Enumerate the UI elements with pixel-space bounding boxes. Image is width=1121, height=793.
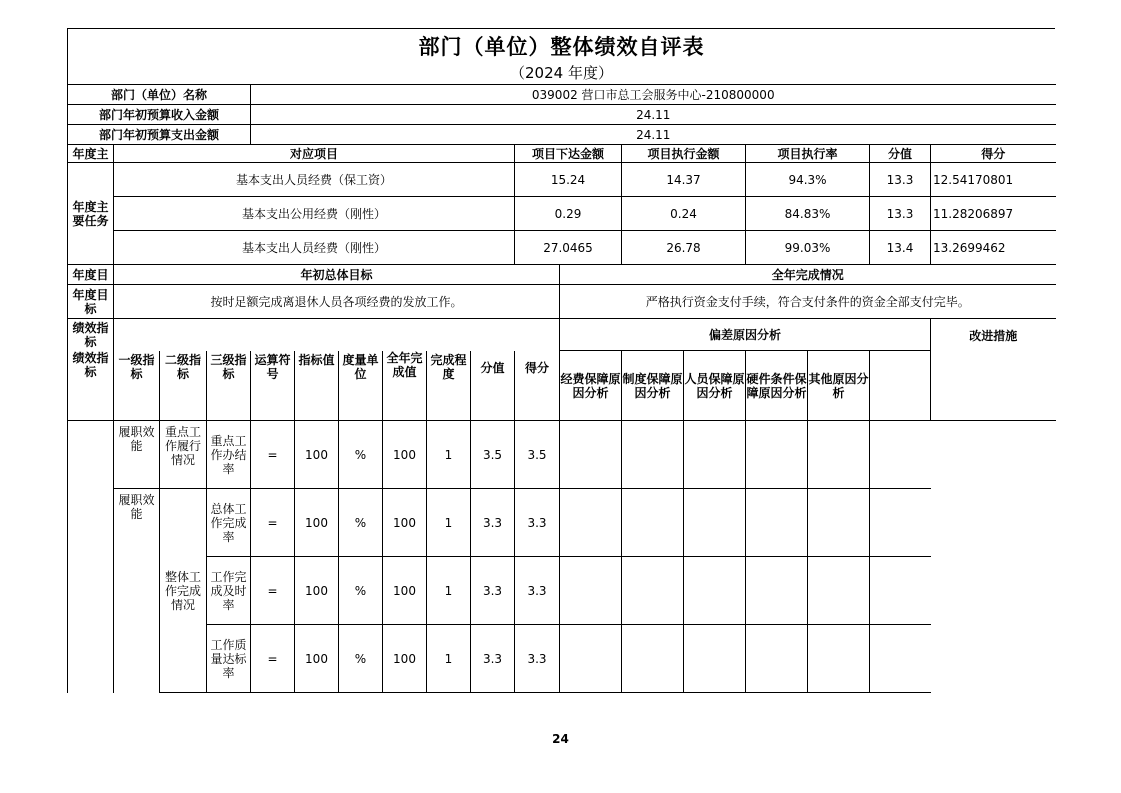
task-rate: 84.83%	[746, 197, 870, 231]
goals-header-completion: 全年完成情况	[560, 265, 1056, 285]
tasks-header-executed: 项目执行金额	[622, 145, 746, 163]
task-rate: 94.3%	[746, 163, 870, 197]
header-actual: 全年完成值	[383, 351, 427, 421]
header-score: 得分	[515, 351, 560, 421]
dept-name-row	[68, 85, 1056, 105]
indicator-operator: =	[251, 489, 295, 557]
dev-funding-cell	[560, 489, 622, 557]
indicator-degree: 1	[427, 625, 471, 693]
goals-label: 年度目标	[68, 285, 114, 319]
improve-header: 改进措施	[931, 319, 1056, 421]
indicator-score: 3.3	[515, 557, 560, 625]
header-target: 指标值	[295, 351, 339, 421]
dev-system-cell	[622, 625, 684, 693]
indicator-actual: 100	[383, 489, 427, 557]
dev-other-cell	[808, 421, 870, 489]
indicator-unit: %	[339, 625, 383, 693]
header-level2: 二级指标	[160, 351, 207, 421]
dev-other-cell	[808, 489, 870, 557]
header-dev-system: 制度保障原因分析	[622, 351, 684, 421]
page-title: 部门（单位）整体绩效自评表	[418, 35, 705, 59]
header-score-value: 分值	[471, 351, 515, 421]
dev-funding-cell	[560, 625, 622, 693]
header-dev-staff: 人员保障原因分析	[684, 351, 746, 421]
dev-hardware-cell	[746, 625, 808, 693]
improve-cell	[870, 421, 931, 489]
tasks-header-score-value: 分值	[870, 145, 931, 163]
indicator-score-value: 3.5	[471, 421, 515, 489]
task-executed: 0.24	[622, 197, 746, 231]
dev-funding-cell	[560, 421, 622, 489]
task-row	[68, 163, 1056, 197]
indicator-actual: 100	[383, 557, 427, 625]
indicator-target: 100	[295, 557, 339, 625]
indicator-level2: 整体工作完成情况	[160, 557, 207, 625]
indicator-level1: 履职效能	[114, 489, 160, 693]
expense-label: 部门年初预算支出金额	[68, 125, 251, 145]
dev-hardware-cell	[746, 557, 808, 625]
indicator-unit: %	[339, 557, 383, 625]
header-operator: 运算符号	[251, 351, 295, 421]
perf-header-row-1	[68, 319, 1056, 351]
tasks-header-score: 得分	[931, 145, 1056, 163]
task-allocated: 15.24	[515, 163, 622, 197]
indicator-row	[68, 489, 1056, 557]
goals-header-row	[68, 265, 1056, 285]
page-number: 24	[552, 732, 569, 746]
dev-staff-cell	[684, 625, 746, 693]
dev-staff-cell	[684, 557, 746, 625]
indicator-score-value: 3.3	[471, 489, 515, 557]
perf-label: 绩效指标	[68, 351, 114, 421]
indicator-row	[68, 625, 1056, 693]
goals-completion: 严格执行资金支付手续，符合支付条件的资金全部支付完毕。	[560, 285, 1056, 319]
task-project: 基本支出公用经费（刚性）	[114, 197, 515, 231]
dev-system-cell	[622, 557, 684, 625]
improve-cell	[870, 557, 931, 625]
indicator-score: 3.3	[515, 489, 560, 557]
header-degree: 完成程度	[427, 351, 471, 421]
indicator-operator: =	[251, 625, 295, 693]
indicator-level1: 履职效能	[114, 421, 160, 489]
indicator-score: 3.3	[515, 625, 560, 693]
dev-system-cell	[622, 421, 684, 489]
header-dev-other: 其他原因分析	[808, 351, 870, 421]
goals-initial: 按时足额完成离退休人员各项经费的发放工作。	[114, 285, 560, 319]
task-row	[68, 197, 1056, 231]
indicator-row	[68, 421, 1056, 489]
perf-header-spacer	[114, 319, 560, 351]
indicator-level2	[160, 489, 207, 557]
indicator-level3: 重点工作办结率	[207, 421, 251, 489]
tasks-header-row	[68, 145, 1056, 163]
header-level1: 一级指标	[114, 351, 160, 421]
dev-hardware-cell	[746, 489, 808, 557]
dept-name-label: 部门（单位）名称	[68, 85, 251, 105]
dev-system-cell	[622, 489, 684, 557]
indicator-target: 100	[295, 489, 339, 557]
indicator-operator: =	[251, 557, 295, 625]
dev-other-cell	[808, 625, 870, 693]
indicator-unit: %	[339, 421, 383, 489]
indicator-degree: 1	[427, 489, 471, 557]
indicator-score-value: 3.3	[471, 625, 515, 693]
indicator-actual: 100	[383, 421, 427, 489]
header-dev-funding: 经费保障原因分析	[560, 351, 622, 421]
task-allocated: 0.29	[515, 197, 622, 231]
task-row	[68, 231, 1056, 265]
dev-hardware-cell	[746, 421, 808, 489]
task-score: 13.2699462	[931, 231, 1056, 265]
tasks-header-project: 对应项目	[114, 145, 515, 163]
indicator-level2	[160, 625, 207, 693]
performance-table	[67, 84, 1056, 693]
header-dev-hardware: 硬件条件保障原因分析	[746, 351, 808, 421]
indicator-unit: %	[339, 489, 383, 557]
dev-funding-cell	[560, 557, 622, 625]
dev-staff-cell	[684, 421, 746, 489]
indicator-operator: =	[251, 421, 295, 489]
perf-label-top: 绩效指标	[68, 319, 114, 351]
tasks-header-rate: 项目执行率	[746, 145, 870, 163]
improve-cell	[870, 625, 931, 693]
task-project: 基本支出人员经费（刚性）	[114, 231, 515, 265]
task-score: 12.54170801	[931, 163, 1056, 197]
indicator-target: 100	[295, 421, 339, 489]
title-block	[67, 28, 1055, 84]
task-project: 基本支出人员经费（保工资）	[114, 163, 515, 197]
expense-value: 24.11	[251, 125, 1056, 145]
tasks-header-col0: 年度主	[68, 145, 114, 163]
goals-header-initial: 年初总体目标	[114, 265, 560, 285]
indicator-score-value: 3.3	[471, 557, 515, 625]
dev-staff-cell	[684, 489, 746, 557]
indicator-degree: 1	[427, 557, 471, 625]
task-rate: 99.03%	[746, 231, 870, 265]
indicator-row	[68, 557, 1056, 625]
expense-row	[68, 125, 1056, 145]
indicator-level3: 总体工作完成率	[207, 489, 251, 557]
indicator-target: 100	[295, 625, 339, 693]
perf-left-spacer	[68, 421, 114, 693]
deviation-header: 偏差原因分析	[560, 319, 931, 351]
perf-header-row-2	[68, 351, 1056, 421]
indicator-level3: 工作质量达标率	[207, 625, 251, 693]
income-label: 部门年初预算收入金额	[68, 105, 251, 125]
goals-row	[68, 285, 1056, 319]
dev-other-cell	[808, 557, 870, 625]
task-allocated: 27.0465	[515, 231, 622, 265]
indicator-degree: 1	[427, 421, 471, 489]
task-executed: 26.78	[622, 231, 746, 265]
dept-name-value: 039002 营口市总工会服务中心-210800000	[251, 85, 1056, 105]
task-score-value: 13.4	[870, 231, 931, 265]
task-score: 11.28206897	[931, 197, 1056, 231]
indicator-actual: 100	[383, 625, 427, 693]
improve-cell	[870, 489, 931, 557]
task-score-value: 13.3	[870, 163, 931, 197]
page-subtitle: （2024 年度）	[510, 64, 613, 82]
task-score-value: 13.3	[870, 197, 931, 231]
indicator-level2: 重点工作履行情况	[160, 421, 207, 489]
tasks-header-allocated: 项目下达金额	[515, 145, 622, 163]
tasks-label: 年度主要任务	[68, 163, 114, 265]
goals-header-col0: 年度目	[68, 265, 114, 285]
income-row	[68, 105, 1056, 125]
indicator-score: 3.5	[515, 421, 560, 489]
task-executed: 14.37	[622, 163, 746, 197]
header-level3: 三级指标	[207, 351, 251, 421]
indicator-level3: 工作完成及时率	[207, 557, 251, 625]
header-unit: 度量单位	[339, 351, 383, 421]
income-value: 24.11	[251, 105, 1056, 125]
